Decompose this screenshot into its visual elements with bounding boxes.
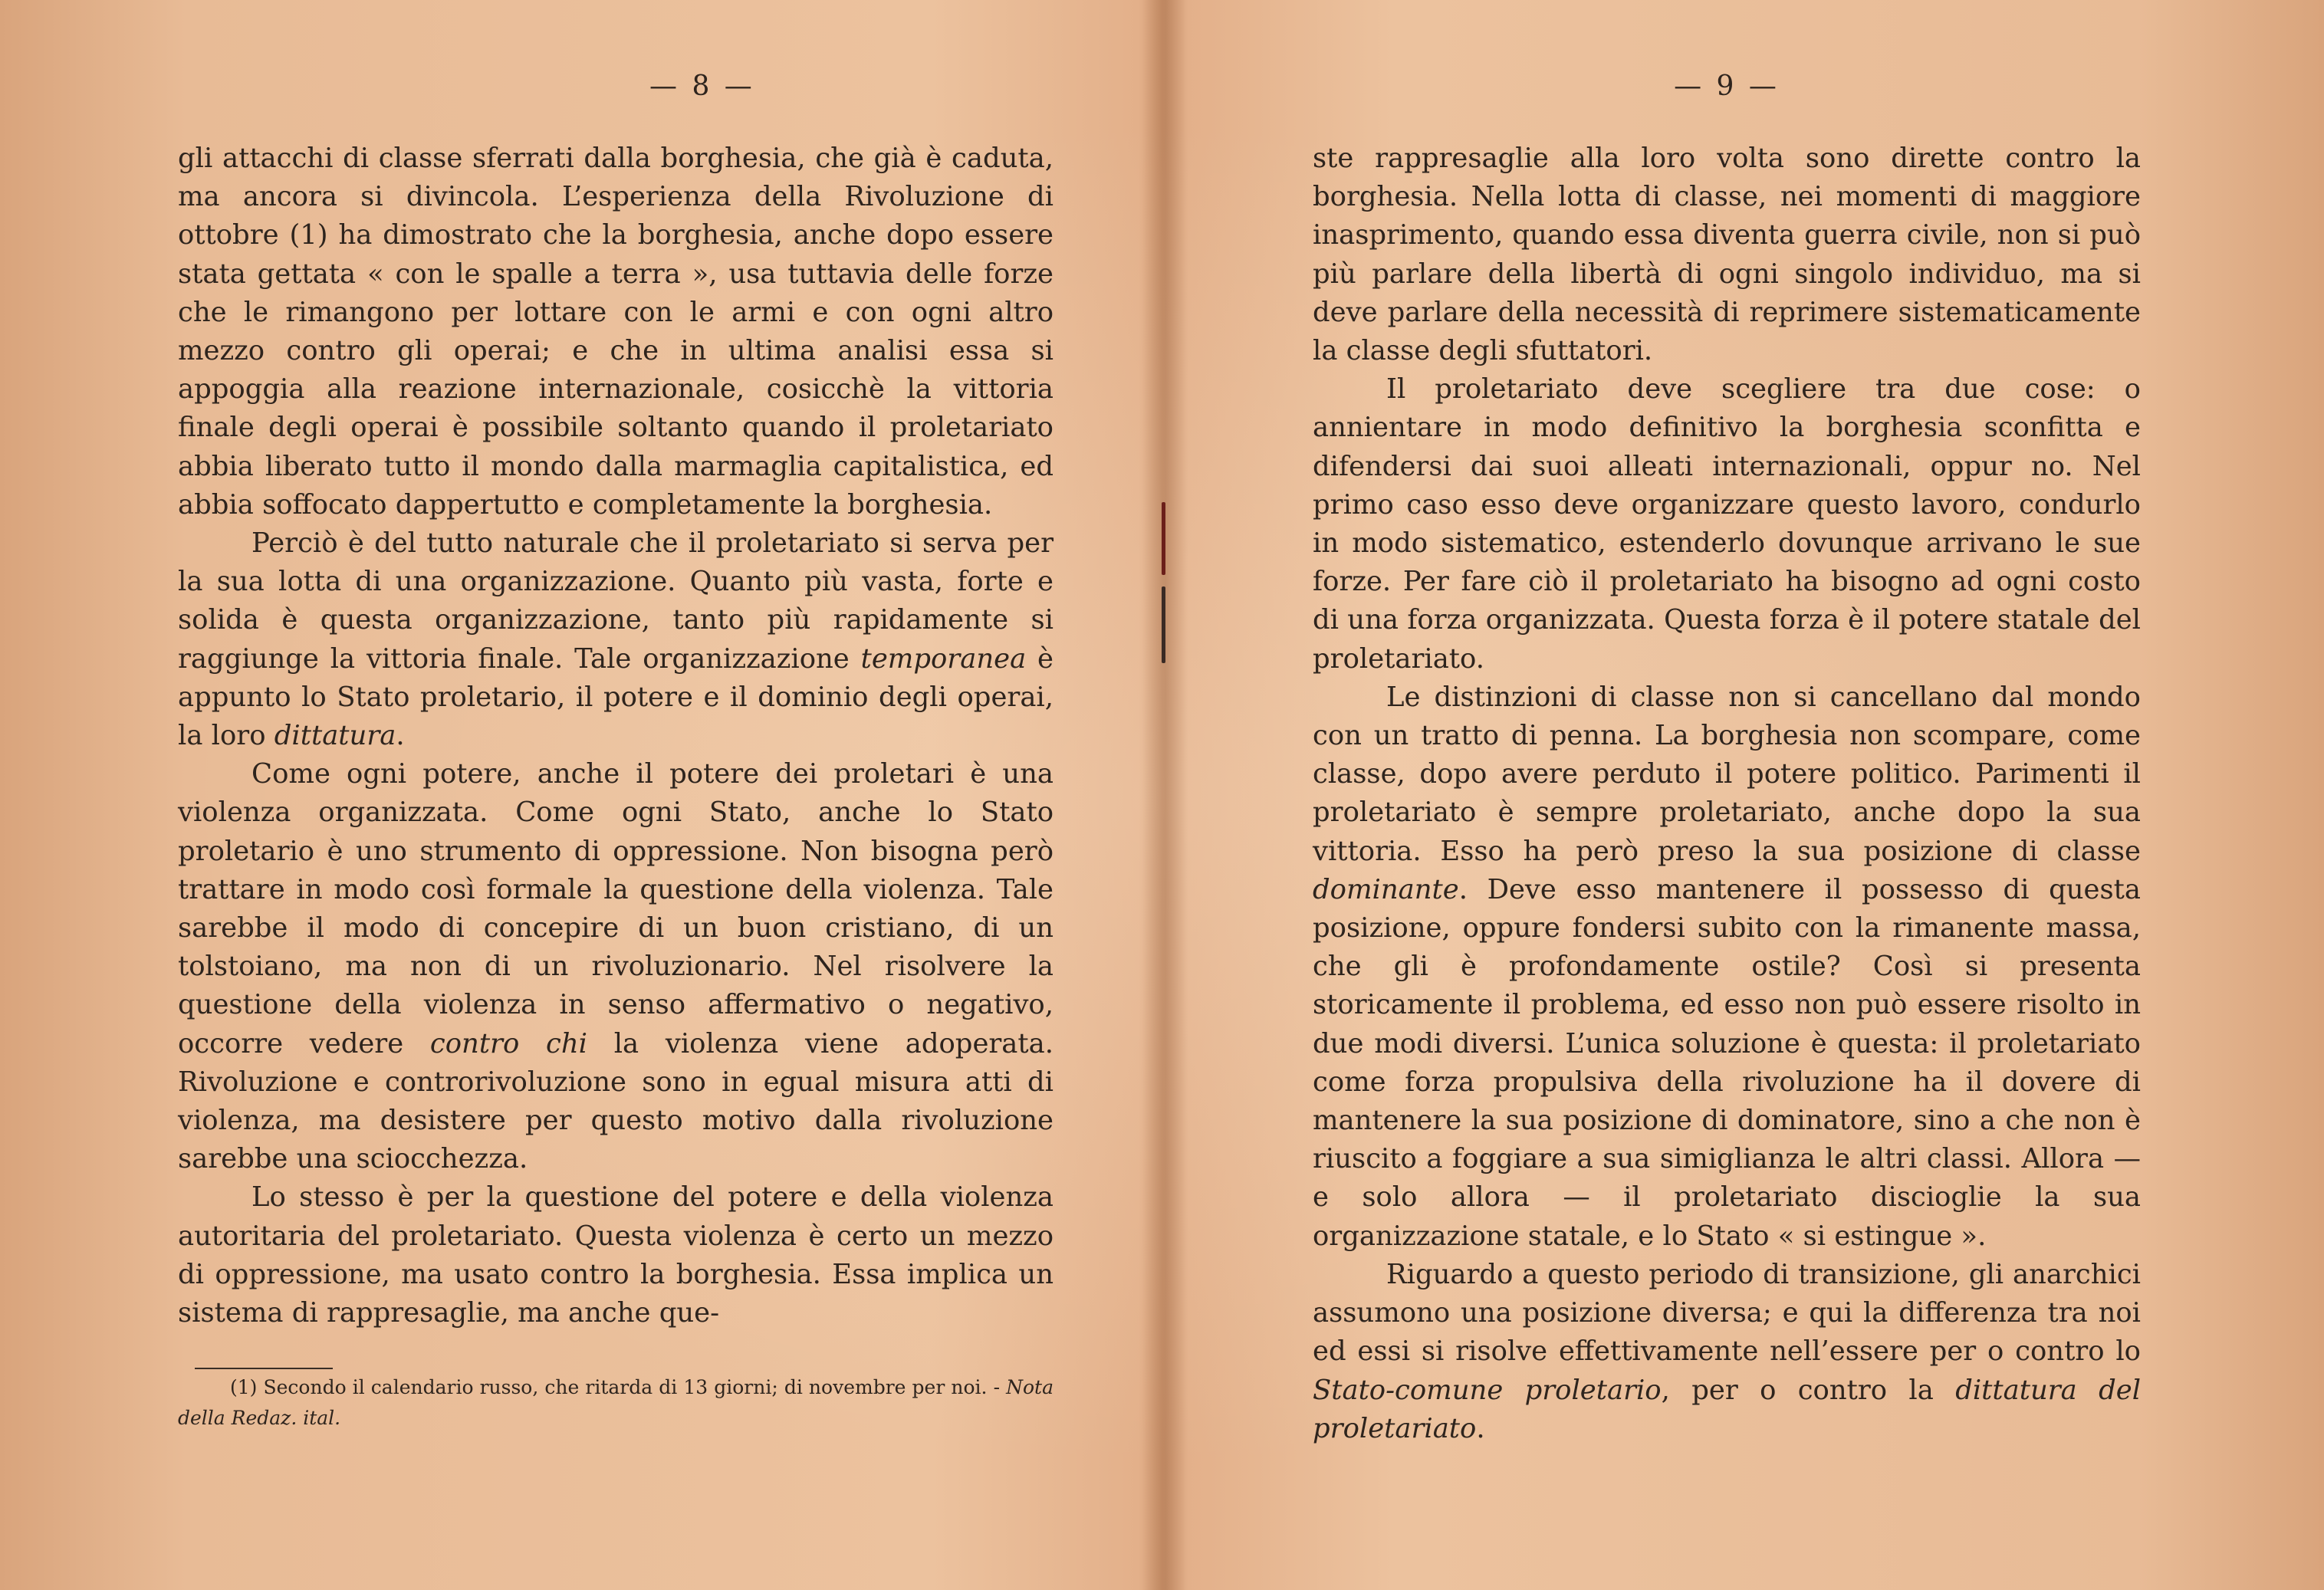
text-run: Lo stesso è per la questione del potere e della violenza autoritaria del proletariato. Questa violenza è certo un mezzo di oppressione, ma usato contro la borghesia. Essa implica un sistema di rappresaglie, ma anche que- [178, 1181, 1054, 1329]
text-run: (1) Secondo il calendario russo, che ritarda di 13 giorni; di novembre per noi. - [230, 1376, 1007, 1398]
paragraph [178, 755, 1054, 1178]
paragraph [178, 140, 1054, 524]
page-number: — 8 — [649, 71, 755, 102]
italic-text: Nota della Redaz. ital. [178, 1376, 1054, 1429]
paragraph [178, 1178, 1054, 1332]
right-page [1313, 0, 2141, 1590]
page-body [178, 140, 1054, 1332]
footnote-divider [195, 1368, 333, 1369]
book-gutter [1142, 0, 1188, 1590]
italic-text: temporanea [860, 642, 1027, 675]
text-run: Il proletariato deve scegliere tra due cose: o annientare in modo definitivo la borghesia sconfitta e difendersi dai suoi alleati internazionali, oppur no. Nel primo caso esso deve organizzare questo lavoro, condurlo in modo sistematico, estenderlo dovunque arrivano le sue forze. Per fare ciò il proletariato ha bisogno ad ogni costo di una forza organizzata. Questa forza è il potere statale del proletariato. [1313, 373, 2141, 675]
text-run: . [1476, 1412, 1485, 1444]
italic-text: contro chi [429, 1027, 587, 1059]
paragraph [1313, 370, 2141, 678]
text-run: . [396, 720, 405, 752]
text-run: Perciò è del tutto naturale che il proletariato si serva per la sua lotta di una organizzazione. Quanto più vasta, forte e solida è questa organizzazione, tanto più rapidamente si raggiunge la vittoria finale. Tale organizzazione [178, 527, 1054, 675]
italic-text: Stato-comune proletario [1313, 1374, 1662, 1406]
text-run: Come ogni potere, anche il potere dei proletari è una violenza organizzata. Come ogni Stato, anche lo Stato proletario è uno strumento di oppressione. Non bisogna però trattare in modo così formale la questione della violenza. Tale sarebbe il modo di concepire di un buon cristiano, di un tolstoiano, ma non di un rivoluzionario. Nel risolvere la questione della violenza in senso affermativo o negativo, occorre vedere [178, 758, 1054, 1059]
paragraph [1313, 678, 2141, 1256]
paragraph [178, 524, 1054, 755]
page-body [1313, 140, 2141, 1448]
paragraph [1313, 1256, 2141, 1448]
footnote [178, 1372, 1054, 1434]
binding-staple [1162, 586, 1165, 663]
left-page [178, 0, 1054, 1590]
italic-text: dittatura [274, 720, 396, 752]
text-run: gli attacchi di classe sferrati dalla borghesia, che già è caduta, ma ancora si divincola. L’esperienza della Rivoluzione di ottobre (1) ha dimostrato che la borghesia, anche dopo essere stata gettata « con le spalle a terra », usa tuttavia delle forze che le rimangono per lottare con le armi e con ogni altro mezzo contro gli operai; e che in ultima analisi essa si appoggia alla reazione internazionale, cosicchè la vittoria finale degli operai è possibile soltanto quando il proletariato abbia liberato tutto il mondo dalla marmaglia capitalistica, ed abbia soffocato dappertutto e completamente la borghesia. [178, 143, 1054, 521]
text-run: ste rappresaglie alla loro volta sono dirette contro la borghesia. Nella lotta di classe, nei momenti di maggiore inasprimento, quando essa diventa guerra civile, non si può più parlare della libertà di ogni singolo individuo, ma si deve parlare della necessità di reprimere sistematicamente la classe degli sfuttatori. [1313, 143, 2141, 367]
text-run: è appunto lo Stato proletario, il potere e il dominio degli operai, la loro [178, 642, 1054, 752]
italic-text: dittatura del proletariato [1313, 1374, 2142, 1444]
paragraph [1313, 140, 2141, 370]
text-run: . Deve esso mantenere il possesso di questa posizione, oppure fondersi subito con la rimanente massa, che gli è profondamente ostile? Così si presenta storicamente il problema, ed esso non può essere risolto in due modi diversi. L’unica soluzione è questa: il proletariato come forza propulsiva della rivoluzione ha il dovere di mantenere la sua posizione di dominatore, sino a che non è riuscito a foggiare a sua simiglianza le altri classi. Allora — e solo allora — il proletariato discioglie la sua organizzazione statale, e lo Stato « si estingue ». [1313, 873, 2141, 1252]
text-run: , per o contro la [1661, 1374, 1956, 1406]
text-run: Riguardo a questo periodo di transizione, gli anarchici assumono una posizione diversa; e qui la differenza tra noi ed essi si risolve effettivamente nell’essere per o contro lo [1313, 1258, 2141, 1368]
binding-staple [1162, 502, 1165, 575]
text-run: la violenza viene adoperata. Rivoluzione e controrivoluzione sono in egual misura atti di violenza, ma desistere per questo motivo dalla rivoluzione sarebbe una sciocchezza. [178, 1027, 1054, 1175]
text-run: Le distinzioni di classe non si cancellano dal mondo con un tratto di penna. La borghesia non scompare, come classe, dopo avere perduto il potere politico. Parimenti il proletariato è sempre proletariato, anche dopo la sua vittoria. Esso ha però preso la sua posizione di classe [1313, 681, 2141, 867]
page-number: — 9 — [1674, 71, 1780, 102]
italic-text: dominante [1313, 873, 1459, 905]
